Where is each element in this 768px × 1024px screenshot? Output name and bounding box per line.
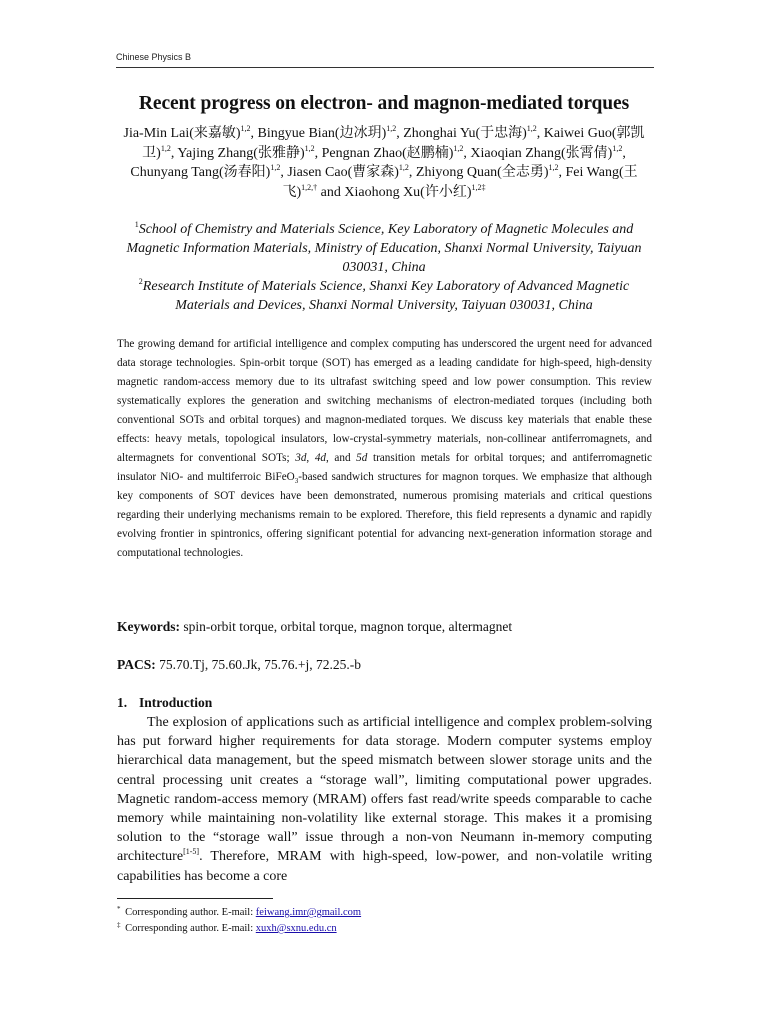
pacs-text: 75.70.Tj, 75.60.Jk, 75.76.+j, 72.25.-b [155, 657, 361, 672]
journal-name: Chinese Physics B [116, 52, 192, 62]
author-affiliation-mark: 1,2 [240, 124, 251, 133]
footnote-mark: * [117, 905, 121, 913]
abstract [117, 335, 652, 563]
intro-paragraph [117, 713, 652, 886]
author-name: Jia-Min Lai(来嘉敏) [123, 126, 241, 141]
author-name: Xiaoqian Zhang(张霄倩) [470, 145, 613, 161]
abstract-italic-4d: 4d [314, 452, 326, 464]
abstract-separator: , [306, 452, 315, 464]
abstract-text: -based sandwich structures for magnon torques. We emphasize that although key components of SOT devices have been demonstrated, numerous promising materials and critical questions regarding their underlying mechanisms remain to be explored. Therefore, this field represents a dynamic and rapidly evolving frontier in spintronics, offering significant potential for advancing next-generation information storage and computational technologies. [117, 471, 652, 559]
email-link[interactable]: xuxh@sxnu.edu.cn [255, 923, 337, 934]
author-name: Pengnan Zhao(赵鹏楠) [321, 145, 454, 161]
keywords-text: spin-orbit torque, orbital torque, magnon torque, altermagnet [180, 619, 513, 634]
pacs-line [117, 657, 652, 673]
running-header [116, 52, 654, 68]
author-affiliation-mark: 1,2 [160, 143, 171, 153]
footnote [117, 905, 652, 921]
author-list: Jia-Min Lai(来嘉敏)$^{1,2}$, Bingyue Bian(边冰玥)$^{1,2}$, Zhonghai Yu(于忠海)$^{1,2}$, Kaiwei Guo(郭凯卫)$^{1,2}$, Yajing Zhang(张雅静)$^{1,2}$, Pengnan Zhao(赵鹏楠)$^{1,2}$, Xiaoqian Zhang(张霄倩)$^{1,2}$, Chunyang Tang(汤春阳)$^{1,2}$, Jiasen Cao(曹家森)$^{1,2}$, Zhiyong Quan(全志勇)$^{1,2}$, Fei Wang(王飞)$^{1,2,\dagger}$ and Xiaohong Xu(许小红)$^{1,2\ddagger}$ [123, 124, 645, 200]
pacs-label: PACS: [117, 657, 156, 672]
affiliation-list [112, 220, 656, 315]
abstract-italic-3d: 3d [295, 452, 307, 464]
section-number: 1. [117, 695, 128, 710]
affiliation-number: 1 [134, 220, 139, 229]
affiliation-number: 2 [138, 277, 143, 286]
author-affiliation-mark: 1,2 [612, 143, 623, 153]
abstract-subscript: 3 [294, 477, 299, 486]
author-name: Zhiyong Quan(全志勇) [415, 165, 549, 180]
author-name: Chunyang Tang(汤春阳) [130, 165, 271, 180]
intro-text: The explosion of applications such as artificial intelligence and complex problem-solving has put forward higher requirements for data storage. Modern computer systems employ hierarchical data management, but the speed mismatch between slower storage units and the central processing unit creates a “storage wall”, limiting computational power upgrades. Magnetic random-access memory (MRAM) offers fast read/write speeds comparable to cache memory while maintaining non-volatility like external storage. This makes it a promising solution to the “storage wall” issue through a non-von Neumann in-memory computing architecture [117, 715, 652, 865]
author-affiliation-mark: 1,2 [526, 124, 537, 133]
author-affiliation-mark: 1,2‡ [471, 182, 486, 192]
abstract-separator: , and [326, 452, 357, 464]
author-affiliation-mark: 1,2 [453, 143, 464, 153]
abstract-italic-5d: 5d [356, 452, 368, 464]
footnote [117, 921, 652, 937]
author-name: Zhonghai Yu(于忠海) [403, 126, 527, 141]
author-name: Fei Wang(王飞) [282, 165, 638, 200]
citation-ref[interactable]: [1-5] [183, 847, 200, 857]
intro-text: . Therefore, MRAM with high-speed, low-power, and non-volatile writing capabilities has become a core [117, 849, 652, 884]
author-affiliation-mark: 1,2 [398, 163, 409, 172]
keywords-line [117, 619, 652, 635]
author-name: Jiasen Cao(曹家森) [287, 165, 399, 180]
paper-title: Recent progress on electron- and magnon-mediated torques [138, 93, 630, 114]
section-heading [117, 695, 652, 711]
author-affiliation-mark: 1,2,† [301, 182, 318, 192]
abstract-text: The growing demand for artificial intelligence and complex computing has underscored the urgent need for advanced data storage technologies. Spin-orbit torque (SOT) has emerged as a leading candidate for high-speed, high-density magnetic random-access memory due to its ultrafast switching speed and low power consumption. This review systematically explores the generation and switching mechanisms of electron-mediated torques (including both conventional SOTs and orbital torques) and magnon-mediated torques. We discuss key materials that enable these effects: heavy metals, topological insulators, low-crystal-symmetry materials, non-collinear antiferromagnets, and altermagnets for conventional SOTs; [117, 338, 652, 464]
footnote-text: Corresponding author. E-mail: [122, 907, 256, 918]
footnote-divider [117, 898, 273, 899]
footnotes [117, 905, 652, 937]
author-affiliation-mark: 1,2 [386, 124, 397, 133]
affiliation [112, 220, 656, 277]
footnote-mark: ‡ [117, 921, 121, 929]
section-title: Introduction [139, 695, 213, 710]
author-name: Kaiwei Guo(郭凯卫) [142, 126, 645, 161]
keywords-label: Keywords: [117, 619, 180, 634]
affiliation-text: School of Chemistry and Materials Science, Key Laboratory of Magnetic Molecules and Magnetic Information Materials, Ministry of Education, Shanxi Normal University, Taiyuan 030031, China [126, 222, 642, 275]
author-name: Yajing Zhang(张雅静) [177, 145, 305, 161]
author-name: Xiaohong Xu(许小红) [344, 184, 472, 200]
email-link[interactable]: feiwang.imr@gmail.com [255, 907, 362, 918]
author-affiliation-mark: 1,2 [548, 163, 559, 172]
affiliation [112, 277, 656, 315]
author-affiliation-mark: 1,2 [304, 143, 315, 153]
author-name: Bingyue Bian(边冰玥) [257, 126, 387, 141]
abstract-text: transition metals for orbital torques; and antiferromagnetic insulator NiO- and multiferroic BiFeO [117, 452, 653, 483]
footnote-text: Corresponding author. E-mail: [122, 923, 256, 934]
author-affiliation-mark: 1,2 [270, 163, 281, 172]
affiliation-text: Research Institute of Materials Science, Shanxi Key Laboratory of Advanced Magnetic Materials and Devices, Shanxi Normal University, Taiyuan 030031, China [142, 279, 630, 313]
